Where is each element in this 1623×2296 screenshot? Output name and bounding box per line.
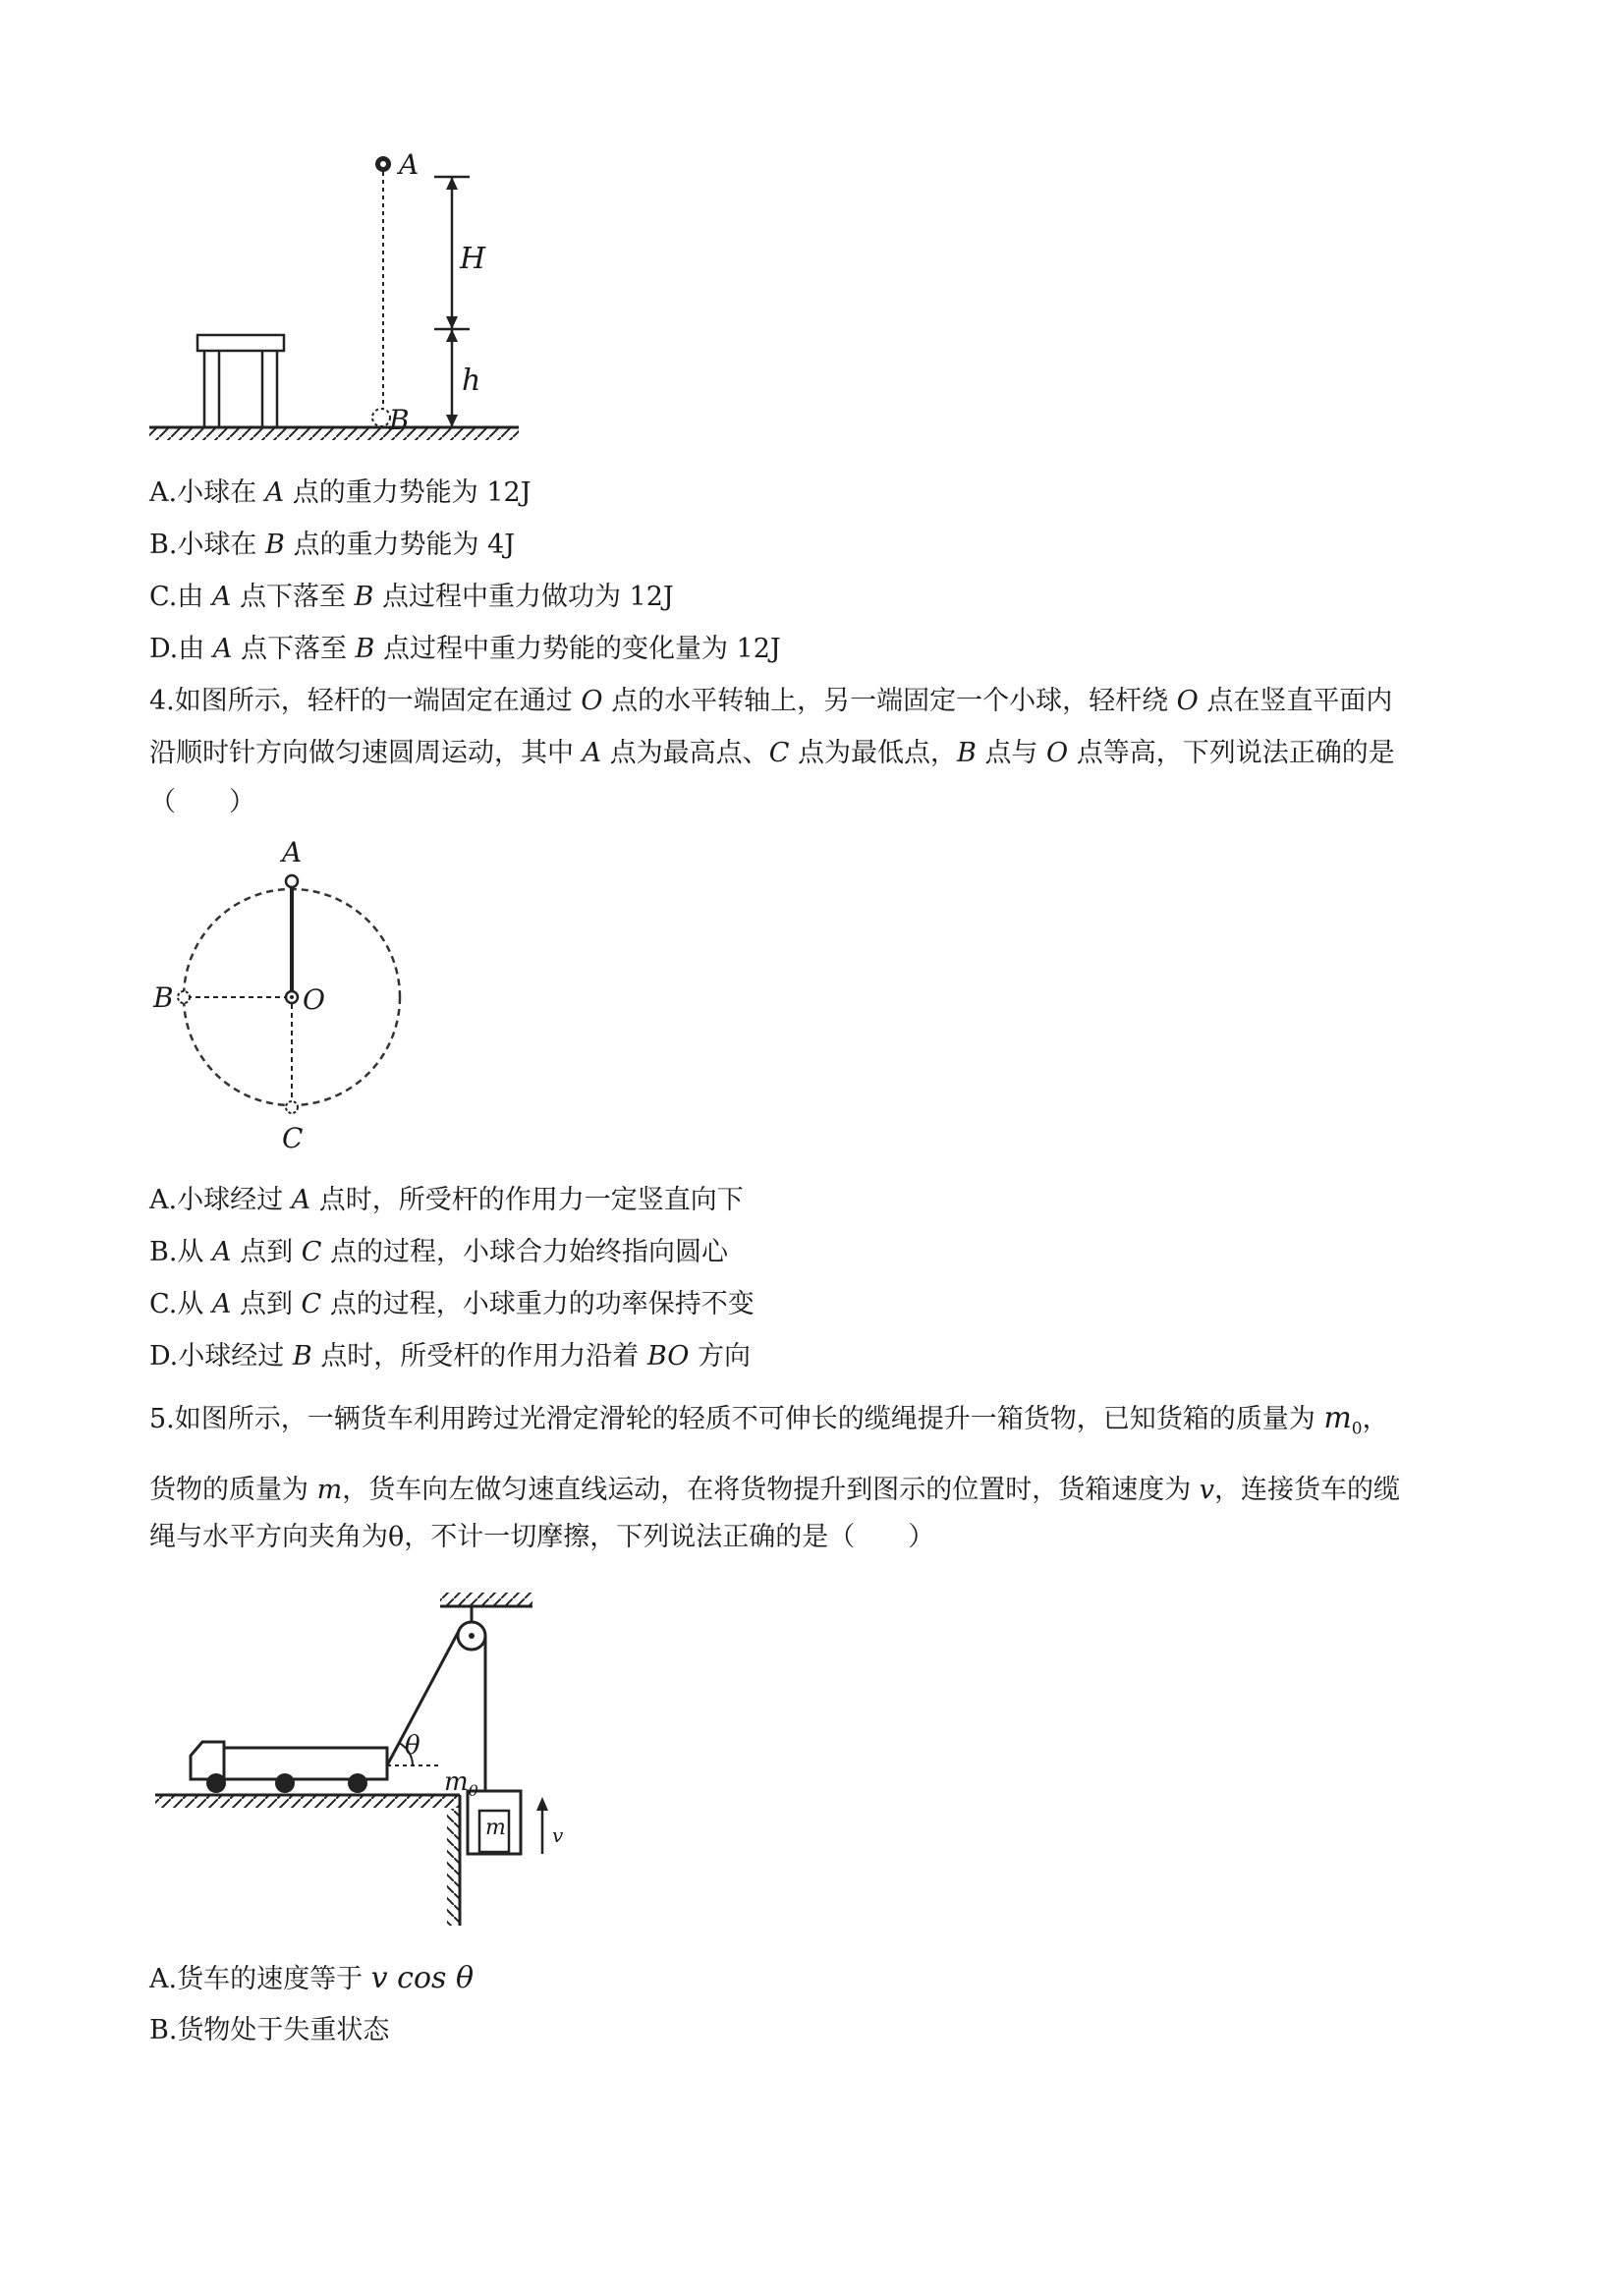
q4-stem-line-1: 4.如图所示，轻杆的一端固定在通过 O 点的水平转轴上，另一端固定一个小球，轻杆绕 O 点在竖直平面内 [149,686,1393,716]
q4-option-c: C.从 A 点到 C 点的过程，小球重力的功率保持不变 [149,1289,755,1319]
ball-b [372,409,390,426]
q5-stem-line-3: 绳与水平方向夹角为θ，不计一切摩擦，下列说法正确的是（ ） [149,1522,935,1552]
figure-truck-pulley [147,1587,599,1940]
ball-at-c [286,1101,298,1113]
q4-stem-line-3: （ ） [149,787,255,817]
wall-hatch [447,1809,459,1926]
label-theta: θ [405,1731,420,1761]
q3-option-d: D.由 A 点下落至 B 点过程中重力势能的变化量为 12J [149,634,781,664]
label-m0: $m_0$ [444,1767,478,1800]
q4-stem-line-2: 沿顺时针方向做匀速圆周运动，其中 A 点为最高点、C 点为最低点，B 点与 O 点等高，下列说法正确的是 [149,738,1395,768]
ball-at-b [178,991,190,1003]
table [197,335,284,427]
road-hatch [155,1796,460,1808]
label-m: m [485,1816,506,1840]
figure-falling-ball [147,142,540,457]
label-o: O [303,983,325,1016]
q4-option-b: B.从 A 点到 C 点的过程，小球合力始终指向圆心 [149,1237,728,1267]
q3-option-b: B.小球在 B 点的重力势能为 4J [149,530,516,560]
q4-option-a: A.小球经过 A 点时，所受杆的作用力一定竖直向下 [149,1185,744,1215]
label-c: C [282,1122,304,1154]
label-H: H [460,242,486,276]
label-a: A [399,148,420,181]
label-b: B [389,404,410,436]
label-b: B [153,981,174,1014]
label-a: A [282,836,303,868]
ball-at-a [286,875,298,887]
q5-option-b: B.货物处于失重状态 [149,2015,390,2045]
q5-stem-line-1: 5.如图所示，一辆货车利用跨过光滑定滑轮的轻质不可伸长的缆绳提升一箱货物，已知货箱的质量为 $m_0$， [149,1401,1389,1439]
ground-hatch [149,428,519,440]
q3-option-a: A.小球在 A 点的重力势能为 12J [149,477,532,508]
ceiling-hatch [440,1593,532,1605]
label-v: v [552,1823,564,1847]
rope-to-truck [387,1631,459,1765]
q4-option-d: D.小球经过 B 点时，所受杆的作用力沿着 BO 方向 [149,1341,751,1372]
q5-stem-line-2: 货物的质量为 m，货车向左做匀速直线运动，在将货物提升到图示的位置时，货箱速度为 v，连接货车的缆 [149,1475,1401,1505]
figure-circular-motion [138,830,413,1164]
q3-option-c: C.由 A 点下落至 B 点过程中重力做功为 12J [149,582,674,612]
q5-option-a: A.货车的速度等于 v cos θ [149,1961,475,1995]
label-h: h [462,364,481,398]
